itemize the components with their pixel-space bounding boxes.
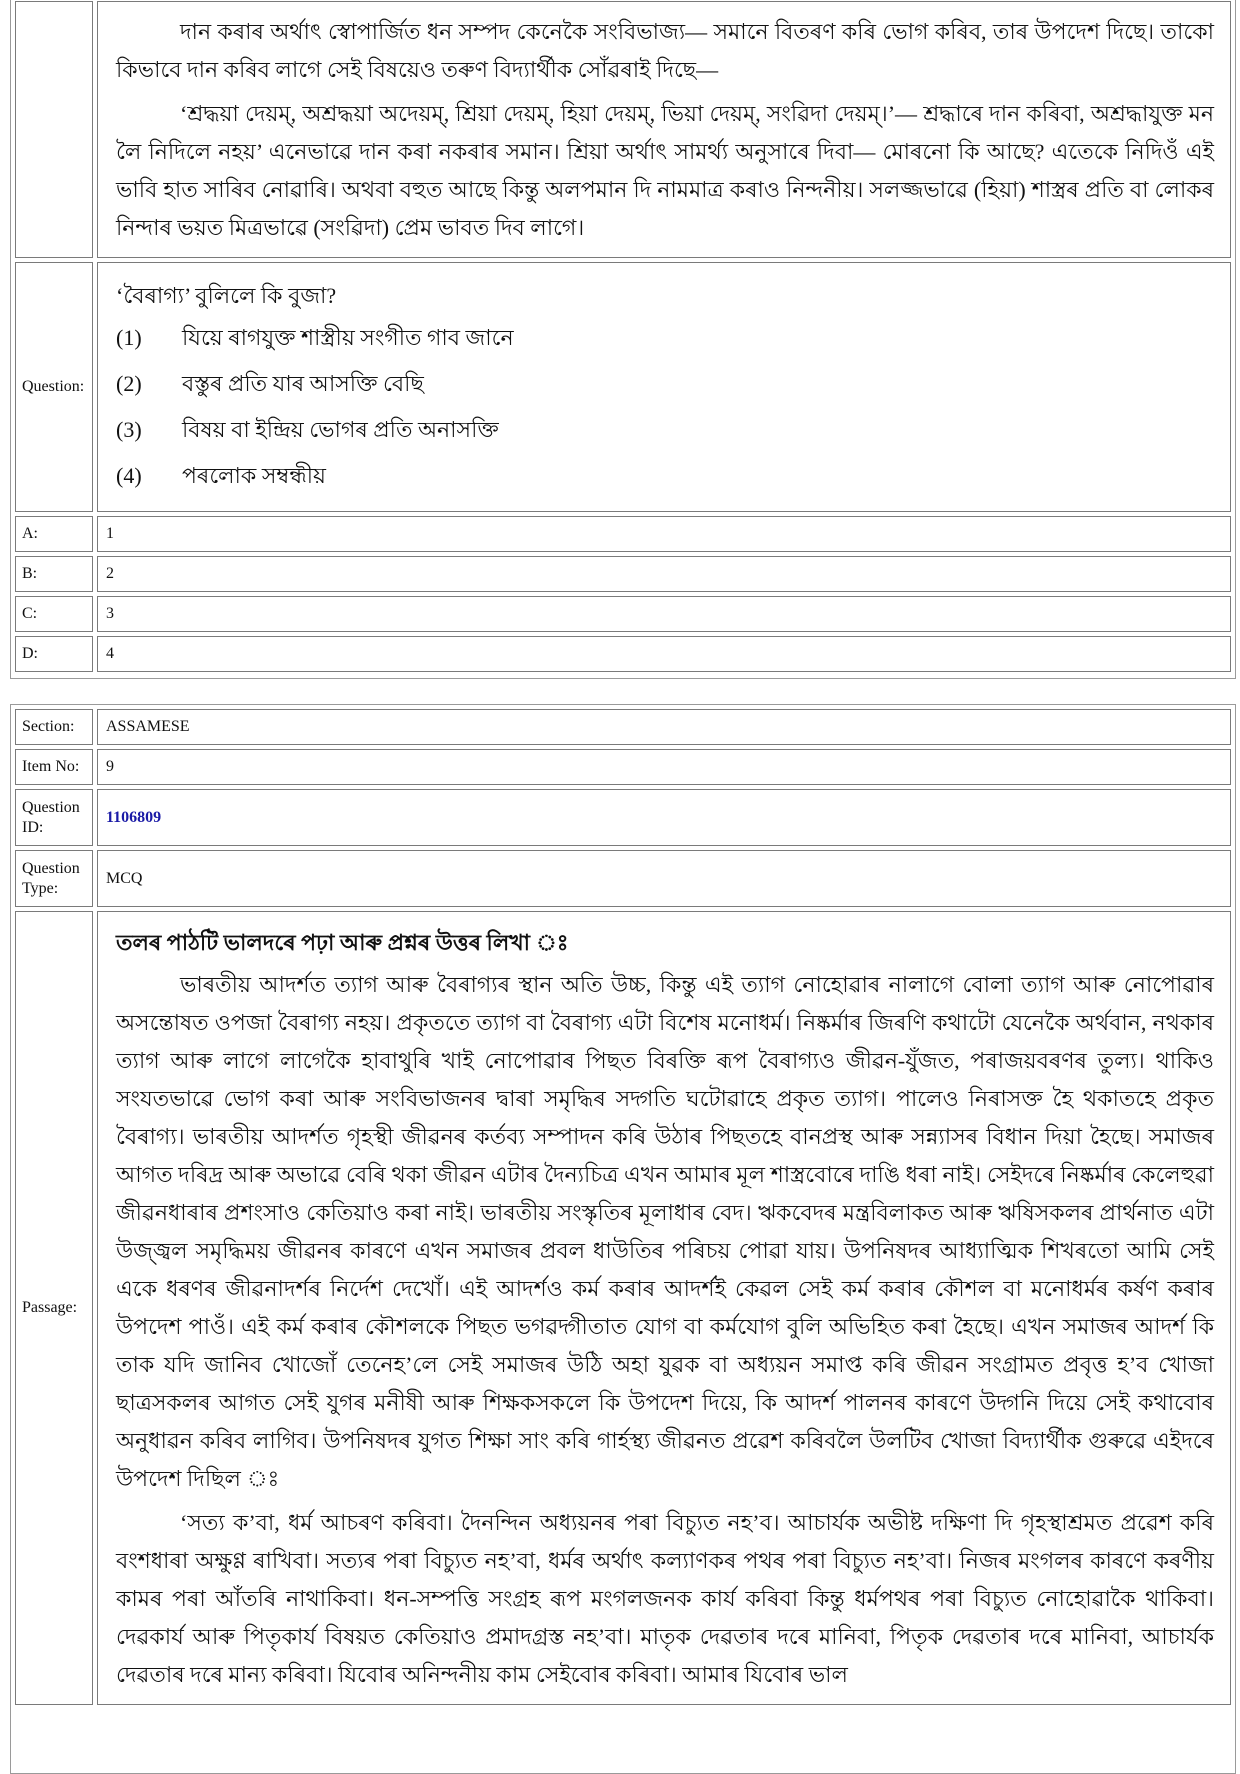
question-id-row	[15, 789, 1231, 846]
question-table-item	[11, 705, 1235, 1709]
option-text: বিষয় বা ইন্দ্ৰিয় ভোগৰ প্ৰতি অনাসক্তি	[182, 417, 499, 442]
passage-cell	[97, 911, 1231, 1705]
answer-row-c	[15, 596, 1231, 632]
section-label: Section:	[15, 709, 93, 745]
answer-row-a	[15, 516, 1231, 552]
answer-label: A:	[15, 516, 93, 552]
answer-value: 1	[97, 516, 1231, 552]
question-type-label: Question Type:	[15, 850, 93, 907]
passage-paragraph: ভাৰতীয় আদৰ্শত ত্যাগ আৰু বৈৰাগ্যৰ স্থান অতি উচ্চ, কিন্তু এই ত্যাগ নোহোৱাৰ নালাগে বোলা ত্যাগ আৰু নোপোৱাৰ অসন্তোষত ওপজা বৈৰাগ্য নহয়। প্ৰকৃততে ত্যাগ বা বৈৰাগ্য এটা বিশেষ মনোধৰ্ম। নিষ্কৰ্মাৰ জিৰণি কথাটো যেনেকৈ অৰ্থবান, নথকাৰ ত্যাগ আৰু লাগে লাগেকৈ হাবাথুৰি খাই নোপোৱাৰ পিছত বিৰক্তি ৰূপ বৈৰাগ্যও জীৱন-যুঁজত, পৰাজয়বৰণৰ তুল্য। থাকিও সংযতভাৱে ভোগ কৰা আৰু সংবিভাজনৰ দ্বাৰা সমৃদ্ধিৰ সদ্গতি ঘটোৱাহে প্ৰকৃত ত্যাগ। পালেও নিৰাসক্ত হৈ থকাতহে প্ৰকৃত বৈৰাগ্য। ভাৰতীয় আদৰ্শত গৃহস্থী জীৱনৰ কৰ্তব্য সম্পাদন কৰি উঠাৰ পিছতহে বানপ্ৰস্থ আৰু সন্ন্যাসৰ বিধান দিয়া হৈছে। সমাজৰ আগত দৰিদ্ৰ আৰু অভাৱে বেৰি থকা জীৱন এটাৰ দৈন্যচিত্ৰ এখন আমাৰ মূল শাস্ত্ৰবোৰে দাঙি ধৰা নাই। সেইদৰে নিষ্কৰ্মাৰ কেলেহুৱা জীৱনধাৰাৰ প্ৰশংসাও কেতিয়াও কৰা নাই। ভাৰতীয় সংস্কৃতিৰ মূলাধাৰ বেদ। ঋকবেদৰ মন্ত্ৰবিলাকত আৰু ঋষিসকলৰ প্ৰাৰ্থনাত এটা উজ্জ্বল সমৃদ্ধিময় জীৱনৰ কাৰণে এখন সমাজৰ প্ৰবল ধাউতিৰ পৰিচয় পোৱা যায়। উপনিষদৰ আধ্যাত্মিক শিখৰতো আমি সেই একে ধৰণৰ জীৱনাদৰ্শৰ নিৰ্দেশ দেখোঁ। এই আদৰ্শও কৰ্ম কৰাৰ আদৰ্শই কেৱল সেই কৰ্ম কৰাৰ কৌশল বা মনোধৰ্মৰ কৰ্ষণ কৰাৰ উপদেশ পাওঁ। এই কৰ্ম কৰাৰ কৌশলকে পিছত ভগৱদ্গীতাত যোগ বা কৰ্মযোগ বুলি অভিহিত কৰা হৈছে। এখন সমাজৰ আদৰ্শ কি তাক যদি জানিব খোজোঁ তেনেহ’লে সেই সমাজৰ উঠি অহা যুৱক বা অধ্যয়ন সমাপ্ত কৰি জীৱন সংগ্ৰামত প্ৰবৃত্ত হ’ব খোজা ছাত্ৰসকলৰ আগত সেই যুগৰ মনীষী আৰু শিক্ষকসকলে কি উপদেশ দিয়ে, কি আদৰ্শ পালনৰ কাৰণে উদ্গনি দিয়ে সেই কথাবোৰ অনুধাৱন কৰিব লাগিব। উপনিষদৰ যুগত শিক্ষা সাং কৰি গাৰ্হস্থ্য জীৱনত প্ৰৱেশ কৰিবলৈ উলটিব খোজা বিদ্যাৰ্থীক গুৰুৱে এইদৰে উপদেশ দিছিল ঃ	[116, 972, 1214, 1491]
option-text: বস্তুৰ প্ৰতি যাৰ আসক্তি বেছি	[182, 371, 424, 396]
option-3	[116, 411, 1214, 449]
passage-heading: তলৰ পাঠটি ভালদৰে পঢ়া আৰু প্ৰশ্নৰ উত্তৰ লিখা ঃ	[116, 930, 569, 955]
passage-paragraph: দান কৰাৰ অৰ্থাৎ স্বোপাৰ্জিত ধন সম্পদ কেনেকৈ সংবিভাজ্য— সমানে বিতৰণ কৰি ভোগ কৰিব, তাৰ উপদেশ দিছে। তাকো কিভাবে দান কৰিব লাগে সেই বিষয়েও তৰুণ বিদ্যাৰ্থীক সোঁৱৰাই দিছে—	[116, 19, 1214, 82]
passage-row	[15, 1, 1231, 258]
question-type-row	[15, 850, 1231, 907]
item-no-value: 9	[97, 749, 1231, 785]
answer-row-b	[15, 556, 1231, 592]
question-stem: ‘বৈৰাগ্য’ বুলিলে কি বুজা?	[116, 283, 337, 308]
answer-value: 2	[97, 556, 1231, 592]
item-no-row	[15, 749, 1231, 785]
answer-value: 4	[97, 636, 1231, 672]
passage-paragraph: ‘সত্য ক’বা, ধৰ্ম আচৰণ কৰিবা। দৈনন্দিন অধ্যয়নৰ পৰা বিচ্যুত নহ’ব। আচাৰ্যক অভীষ্ট দক্ষিণা দি গৃহস্থাশ্ৰমত প্ৰৱেশ কৰি বংশধাৰা অক্ষুণ্ণ ৰাখিবা। সত্যৰ পৰা বিচ্যুত নহ’বা, ধৰ্মৰ অৰ্থাৎ কল্যাণকৰ পথৰ পৰা বিচ্যুত নহ’বা। নিজৰ মংগলৰ কাৰণে কৰণীয় কামৰ পৰা আঁতৰি নাথাকিবা। ধন-সম্পত্তি সংগ্ৰহ ৰূপ মংগলজনক কাৰ্য কৰিবা কিন্তু ধৰ্মপথৰ পৰা বিচ্যুত নোহোৱাকৈ থাকিবা। দেৱকাৰ্য আৰু পিতৃকাৰ্য বিষয়ত কেতিয়াও প্ৰমাদগ্ৰস্ত নহ’বা। মাতৃক দেৱতাৰ দৰে মানিবা, পিতৃক দেৱতাৰ দৰে মানিবা, আচাৰ্যক দেৱতাৰ দৰে মান্য কৰিবা। যিবোৰ অনিন্দনীয় কাম সেইবোৰ কৰিবা। আমাৰ যিবোৰ ভাল	[116, 1510, 1214, 1687]
option-text: পৰলোক সম্বন্ধীয়	[182, 463, 326, 488]
answer-label: C:	[15, 596, 93, 632]
passage-row	[15, 911, 1231, 1705]
question-card-previous	[10, 0, 1236, 679]
option-number: (1)	[116, 325, 142, 350]
question-id-value: 1106809	[106, 808, 162, 826]
answer-value: 3	[97, 596, 1231, 632]
passage-cell	[97, 1, 1231, 258]
option-number: (3)	[116, 417, 142, 442]
item-no-label: Item No:	[15, 749, 93, 785]
question-card-item	[10, 704, 1236, 1774]
question-table-previous	[11, 0, 1235, 676]
passage-paragraph: ‘শ্ৰদ্ধয়া দেয়ম্, অশ্ৰদ্ধয়া অদেয়ম্, শ্ৰিয়া দেয়ম্, হিয়া দেয়ম্, ভিয়া দেয়ম্, সংৱিদা দেয়ম্।’— শ্ৰদ্ধাৰে দান কৰিবা, অশ্ৰদ্ধাযুক্ত মন লৈ নিদিলে নহয়’ এনেভাৱে দান কৰা নকৰাৰ সমান। শ্ৰিয়া অৰ্থাৎ সামৰ্থ্য অনুসাৰে দিবা— মোৰনো কি আছে? এতেকে নিদিওঁ এই ভাবি হাত সাৰিব নোৱাৰি। অথবা বহুত আছে কিন্তু অলপমান দি নামমাত্ৰ কৰাও নিন্দনীয়। সলজ্জভাৱে (হিয়া) শাস্ত্ৰৰ প্ৰতি বা লোকৰ নিন্দাৰ ভয়ত মিত্ৰভাৱে (সংৱিদা) প্ৰেম ভাবত দিব লাগে।	[116, 101, 1214, 240]
question-row	[15, 262, 1231, 512]
section-value: ASSAMESE	[97, 709, 1231, 745]
question-label: Question:	[15, 262, 93, 512]
option-number: (2)	[116, 371, 142, 396]
option-text: যিয়ে ৰাগযুক্ত শাস্ত্ৰীয় সংগীত গাব জানে	[182, 325, 514, 350]
question-id-cell	[97, 789, 1231, 846]
passage-label-cell	[15, 1, 93, 258]
question-cell	[97, 262, 1231, 512]
option-2	[116, 365, 1214, 403]
option-4	[116, 457, 1214, 495]
answer-row-d	[15, 636, 1231, 672]
option-number: (4)	[116, 463, 142, 488]
question-id-label: Question ID:	[15, 789, 93, 846]
option-1	[116, 319, 1214, 357]
section-row	[15, 709, 1231, 745]
question-type-value: MCQ	[97, 850, 1231, 907]
answer-label: B:	[15, 556, 93, 592]
answer-label: D:	[15, 636, 93, 672]
passage-label: Passage:	[15, 911, 93, 1705]
